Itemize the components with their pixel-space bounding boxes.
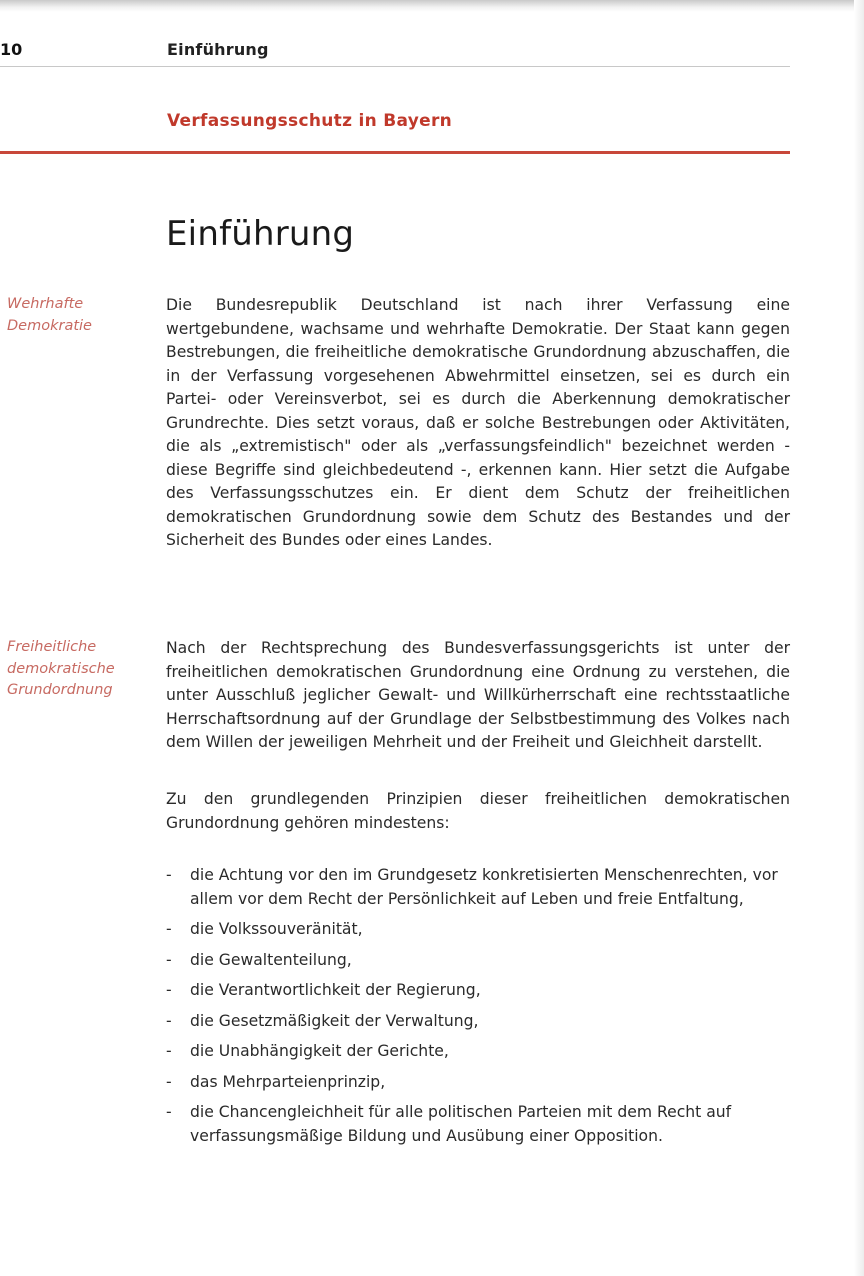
list-item-text: die Achtung vor den im Grundgesetz konkretisierten Menschenrechten, vor allem vor dem Recht der Persönlichkeit auf Leben und freie Entfaltung, — [190, 866, 778, 908]
scan-top-shadow — [0, 0, 864, 12]
margin-note-fdgo: Freiheitliche demokratische Grundordnung — [7, 639, 115, 698]
principles-list — [166, 864, 790, 1155]
list-item — [166, 918, 790, 942]
paragraph-1 — [166, 294, 790, 553]
list-item — [166, 864, 790, 911]
list-dash: - — [166, 1072, 172, 1091]
list-item-text: die Gewaltenteilung, — [190, 950, 352, 969]
list-dash: - — [166, 1103, 172, 1121]
list-item — [166, 1010, 790, 1034]
list-item-text: die Unabhängigkeit der Gerichte, — [190, 1042, 449, 1060]
margin-note-wehrhafte-demokratie: Wehrhafte Demokratie — [7, 296, 92, 334]
running-head: Einführung — [167, 40, 269, 59]
section-title: Verfassungsschutz in Bayern — [167, 111, 453, 131]
paragraph-text: Nach der Rechtsprechung des Bundesverfassungsgerichts ist unter der freiheitlichen demokratischen Grundordnung eine Ordnung zu verstehen, die unter Ausschluß jeglicher Gewalt- und Willkürherrschaft eine rechtsstaatliche Herrschaftsordnung auf der Grundlage der Selbstbestimmung des Volkes nach dem Willen der jeweiligen Mehrheit und der Freiheit und Gleichheit darstellt. — [166, 639, 790, 751]
list-dash: - — [166, 1011, 172, 1030]
paragraph-2 — [166, 637, 790, 755]
page-number: 10 — [0, 40, 23, 59]
paragraph-text: Zu den grundlegenden Prinzipien dieser freiheitlichen demokratischen Grundordnung gehören mindestens: — [166, 790, 790, 832]
list-item — [166, 1040, 790, 1064]
section-rule — [0, 151, 790, 154]
scan-edge-shade — [854, 0, 864, 1276]
list-item — [166, 1071, 790, 1095]
list-item — [166, 949, 790, 973]
list-dash: - — [166, 1042, 172, 1060]
list-dash: - — [166, 866, 172, 884]
list-item-text: das Mehrparteienprinzip, — [190, 1072, 386, 1091]
paragraph-3 — [166, 788, 790, 835]
list-item-text: die Chancengleichheit für alle politischen Parteien mit dem Recht auf verfassungsmäßige Bildung und Ausübung einer Opposition. — [190, 1103, 732, 1145]
paragraph-text: Die Bundesrepublik Deutschland ist nach ihrer Verfassung eine wertgebundene, wachsame und wehrhafte Demokratie. Der Staat kann gegen Bestrebungen, die freiheitliche demokratische Grundordnung abzuschaffen, die in der Verfassung vorgesehenen Abwehrmittel einsetzen, sei es durch ein Partei- oder Vereinsverbot, sei es durch die Aberkennung demokratischer Grundrechte. Dies setzt voraus, daß er solche Bestrebungen oder Aktivitäten, die als „extremistisch" oder als „verfassungsfeindlich" bezeichnet werden - diese Begriffe sind gleichbedeutend -, erkennen kann. Hier setzt die Aufgabe des Verfassungsschutzes ein. Er dient dem Schutz der freiheitlichen demokratischen Grundordnung sowie dem Schutz des Bestandes und der Sicherheit des Bundes oder eines Landes. — [166, 296, 790, 549]
list-item-text: die Gesetzmäßigkeit der Verwaltung, — [190, 1011, 479, 1030]
list-item-text: die Verantwortlichkeit der Regierung, — [190, 981, 481, 999]
list-dash: - — [166, 981, 172, 999]
page-title: Einführung — [166, 214, 355, 254]
header-rule — [0, 66, 790, 67]
list-dash: - — [166, 950, 172, 969]
list-dash: - — [166, 920, 172, 938]
list-item-text: die Volkssouveränität, — [190, 920, 363, 938]
list-item — [166, 1101, 790, 1148]
list-item — [166, 979, 790, 1003]
